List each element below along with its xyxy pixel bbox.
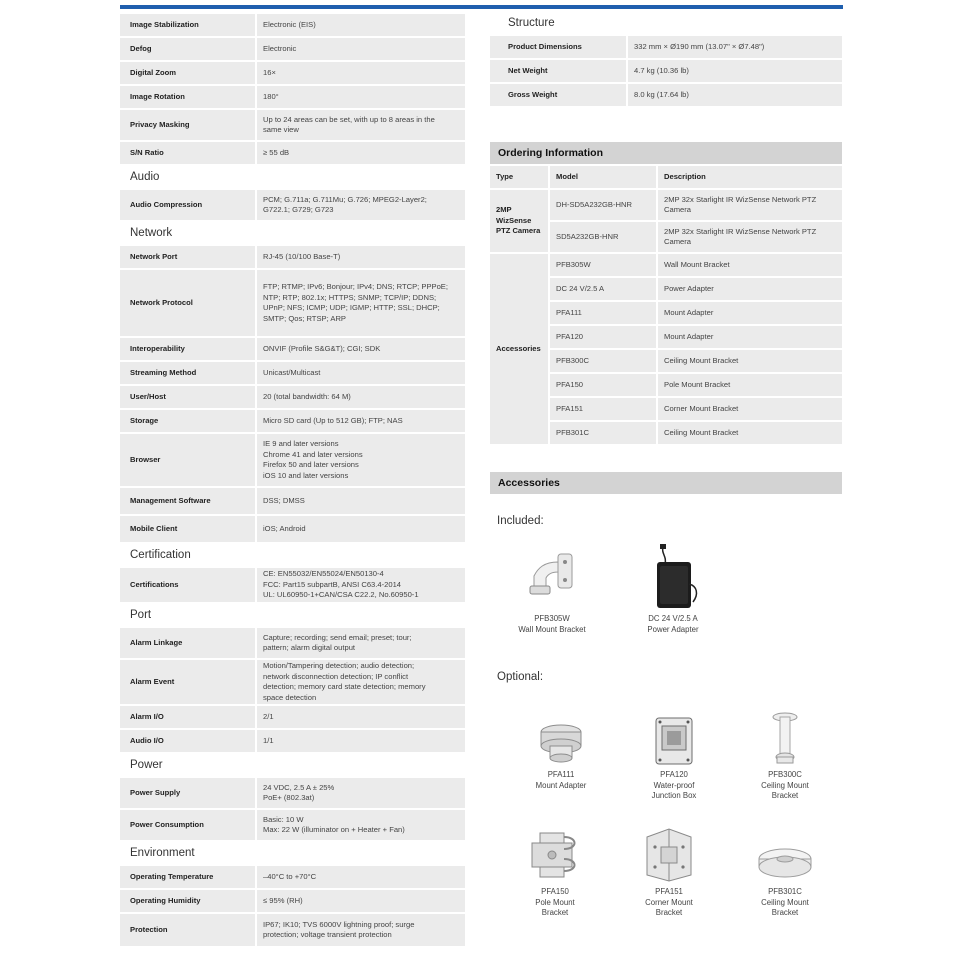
spec-value-line: protection; voltage transient protection: [263, 930, 392, 939]
accessory-caption-line: PFA111: [547, 770, 575, 779]
spec-key: Defog: [120, 38, 257, 60]
spec-key: Management Software: [120, 488, 257, 514]
spec-key: Browser: [120, 434, 257, 486]
spec-key: Operating Humidity: [120, 890, 257, 912]
section-title-accessories: Accessories: [490, 472, 842, 494]
section-title-network: Network: [130, 227, 173, 239]
spec-key: Digital Zoom: [120, 62, 257, 84]
spec-row: [120, 628, 465, 658]
spec-row: [120, 890, 465, 912]
accessory-caption: [500, 887, 610, 919]
spec-value-line: 20 (total bandwidth: 64 M): [263, 391, 351, 401]
accessory-caption-line: PFB305W: [534, 614, 570, 623]
spec-value: [257, 142, 465, 164]
spec-value-line: IE 9 and later versions: [263, 439, 339, 448]
ordering-header-cell: Description: [658, 166, 842, 188]
section-title-environment: Environment: [130, 847, 195, 859]
spec-value: [257, 810, 465, 840]
spec-value-line: Chrome 41 and later versions: [263, 449, 363, 459]
accessory-caption-line: Mount Adapter: [535, 780, 587, 790]
power-adapter-icon: [618, 540, 728, 610]
spec-value-line: 24 VDC, 2.5 A ± 25%: [263, 782, 335, 792]
accessory-caption-line: PFA120: [660, 770, 688, 779]
spec-value: [257, 516, 465, 542]
spec-value: [628, 36, 842, 58]
spec-row: [120, 410, 465, 432]
spec-value: [628, 84, 842, 106]
accessory-caption-line: Power Adapter: [647, 624, 699, 634]
spec-value-line: PoE+ (802.3at): [263, 793, 315, 802]
accessory-caption-line: PFB300C: [768, 770, 802, 779]
ordering-desc-line: 2MP 32x Starlight IR WizSense Network PTZ: [664, 226, 817, 236]
ordering-desc-cell: Corner Mount Bracket: [658, 398, 842, 420]
spec-value-line: Capture; recording; send email; preset; tour;: [263, 632, 412, 642]
spec-key: Protection: [120, 914, 257, 946]
accessory-caption-line: PFB301C: [768, 887, 802, 896]
spec-value-line: Electronic: [263, 43, 297, 53]
spec-value-line: ≥ 55 dB: [263, 147, 290, 157]
spec-row: [120, 142, 465, 164]
spec-value-line: Basic: 10 W: [263, 814, 304, 824]
spec-value: [257, 386, 465, 408]
spec-value: [257, 62, 465, 84]
spec-value: [257, 190, 465, 220]
spec-key: Image Rotation: [120, 86, 257, 108]
accessory-item-optional-5: [614, 825, 724, 919]
spec-value-line: UPnP; NFS; ICMP; UDP; IGMP; HTTP; SSL; DHCP;: [263, 303, 440, 312]
wall-mount-bracket-icon: [497, 540, 607, 610]
spec-table-port: [120, 626, 465, 754]
spec-row: [490, 84, 842, 106]
spec-value-line: FTP; RTMP; IPv6; Bonjour; IPv4; DNS; RTCP; PPPoE;: [263, 282, 448, 291]
spec-value-line: Firefox 50 and later versions: [263, 460, 359, 469]
spec-value-line: NTP; RTP; 802.1x; HTTPS; SNMP; TCP/IP; DDNS;: [263, 292, 437, 302]
spec-key: Audio I/O: [120, 730, 257, 752]
ordering-desc-line: 2MP 32x Starlight IR WizSense Network PTZ: [664, 194, 817, 204]
spec-row: [120, 730, 465, 752]
accessory-caption: [618, 614, 728, 635]
spec-key: Certifications: [120, 568, 257, 602]
spec-key: Audio Compression: [120, 190, 257, 220]
ordering-model-cell: PFB300C: [550, 350, 656, 372]
spec-row: [120, 434, 465, 486]
spec-value-line: same view: [263, 125, 299, 134]
ordering-desc-line: Camera: [664, 237, 692, 246]
spec-row: [120, 810, 465, 840]
spec-row: [120, 86, 465, 108]
spec-value: [257, 706, 465, 728]
pole-mount-bracket-icon: [500, 825, 610, 883]
spec-key: Network Port: [120, 246, 257, 268]
spec-value: [257, 434, 465, 486]
ordering-type-line: 2MP: [496, 205, 512, 215]
spec-row: [120, 568, 465, 602]
accessory-caption-line: Ceiling Mount: [761, 780, 809, 790]
ordering-type-cell: Accessories: [490, 254, 548, 444]
optional-label: Optional:: [497, 671, 544, 683]
spec-value-line: Micro SD card (Up to 512 GB); FTP; NAS: [263, 415, 403, 425]
accessory-item-optional-6: [730, 825, 840, 919]
spec-value-line: 332 mm × Ø190 mm (13.07" × Ø7.48"): [634, 41, 765, 51]
spec-value-line: Max: 22 W (illuminator on + Heater + Fan): [263, 825, 405, 834]
ordering-desc-cell: Ceiling Mount Bracket: [658, 350, 842, 372]
spec-value-line: FCC: Part15 subpartB, ANSI C63.4-2014: [263, 579, 402, 589]
ordering-table: [488, 164, 844, 446]
ordering-desc-cell: Pole Mount Bracket: [658, 374, 842, 396]
ordering-desc-line: Camera: [664, 205, 692, 214]
spec-value-line: 4.7 kg (10.36 lb): [634, 65, 689, 75]
ordering-model-cell: PFA111: [550, 302, 656, 324]
accessory-caption-line: PFA151: [655, 887, 683, 896]
accessory-caption: [730, 770, 840, 802]
accessory-item-optional-4: [500, 825, 610, 919]
spec-value-line: 16×: [263, 67, 276, 77]
section-title-audio: Audio: [130, 171, 160, 183]
accessory-caption-line: Ceiling Mount: [761, 897, 809, 907]
spec-row: [120, 660, 465, 704]
spec-value: [257, 86, 465, 108]
ordering-model-cell: PFA150: [550, 374, 656, 396]
ordering-header-row: [490, 166, 842, 188]
spec-value: [257, 410, 465, 432]
spec-row: [120, 270, 465, 336]
spec-value: [257, 270, 465, 336]
accessory-caption: [619, 770, 729, 802]
spec-row: [120, 38, 465, 60]
ordering-model-cell: DH-SD5A232GB-HNR: [550, 190, 656, 220]
ordering-model-cell: PFA151: [550, 398, 656, 420]
spec-value-line: PCM; G.711a; G.711Mu; G.726; MPEG2-Layer2;: [263, 194, 427, 204]
ordering-desc-cell: Mount Adapter: [658, 326, 842, 348]
ordering-header-cell: Type: [490, 166, 548, 188]
included-label: Included:: [497, 515, 544, 527]
spec-value: [628, 60, 842, 82]
spec-key: Operating Temperature: [120, 866, 257, 888]
ordering-model-cell: DC 24 V/2.5 A: [550, 278, 656, 300]
spec-row: [120, 866, 465, 888]
accessory-caption-line: Water-proof: [653, 780, 695, 790]
spec-value-line: network disconnection detection; IP conflict: [263, 671, 409, 681]
ordering-desc-cell: [658, 222, 842, 252]
spec-value-line: ONVIF (Profile S&G&T); CGI; SDK: [263, 343, 381, 353]
spec-key: Power Supply: [120, 778, 257, 808]
spec-row: [120, 488, 465, 514]
ordering-type-line: WizSense: [496, 215, 532, 225]
spec-row: [120, 110, 465, 140]
spec-key: Alarm Event: [120, 660, 257, 704]
accessory-item-optional-1: [506, 710, 616, 791]
spec-table-network: [120, 244, 465, 544]
spec-right-column: [490, 12, 842, 494]
spec-key: Streaming Method: [120, 362, 257, 384]
spec-row: [490, 60, 842, 82]
spec-left-column: [120, 12, 465, 948]
spec-row: [120, 190, 465, 220]
ceiling-mount-bracket-icon: [730, 710, 840, 766]
spec-value: [257, 110, 465, 140]
accessory-caption-line: DC 24 V/2.5 A: [648, 614, 698, 623]
accessory-caption-line: Pole Mount: [535, 897, 575, 907]
accessory-caption-line: Junction Box: [651, 791, 697, 800]
spec-value: [257, 338, 465, 360]
ordering-model-cell: PFA120: [550, 326, 656, 348]
spec-value-line: DSS; DMSS: [263, 495, 305, 505]
ordering-model-cell: PFB305W: [550, 254, 656, 276]
spec-key: Alarm Linkage: [120, 628, 257, 658]
accessory-caption: [614, 887, 724, 919]
ordering-desc-cell: Power Adapter: [658, 278, 842, 300]
accessory-caption: [506, 770, 616, 791]
spec-value-line: RJ-45 (10/100 Base-T): [263, 251, 341, 261]
accessory-caption: [730, 887, 840, 919]
spec-value: [257, 914, 465, 946]
spec-value: [257, 890, 465, 912]
ordering-desc-cell: [658, 190, 842, 220]
section-title-power: Power: [130, 759, 163, 771]
ordering-model-cell: PFB301C: [550, 422, 656, 444]
spec-value-line: 2/1: [263, 711, 274, 721]
spec-table-environment: [120, 864, 465, 948]
ordering-desc-cell: Wall Mount Bracket: [658, 254, 842, 276]
accessory-caption: [497, 614, 607, 635]
spec-table-certification: [120, 566, 465, 604]
spec-value-line: Up to 24 areas can be set, with up to 8 areas in the: [263, 114, 435, 124]
spec-value-line: Electronic (EIS): [263, 19, 316, 29]
spec-value-line: iOS; Android: [263, 523, 306, 533]
spec-value: [257, 866, 465, 888]
spec-key: Interoperability: [120, 338, 257, 360]
spec-value: [257, 14, 465, 36]
spec-value-line: 180°: [263, 91, 279, 101]
spec-key: Network Protocol: [120, 270, 257, 336]
spec-value: [257, 362, 465, 384]
spec-value: [257, 660, 465, 704]
mount-adapter-icon: [506, 710, 616, 766]
spec-key: Power Consumption: [120, 810, 257, 840]
spec-key: Product Dimensions: [490, 36, 628, 58]
accessory-caption-line: Bracket: [541, 908, 569, 917]
accessory-caption-line: Bracket: [771, 908, 799, 917]
ordering-header-cell: Model: [550, 166, 656, 188]
spec-row: [120, 516, 465, 542]
spec-row: [120, 778, 465, 808]
spec-key: S/N Ratio: [120, 142, 257, 164]
spec-key: Gross Weight: [490, 84, 628, 106]
ordering-row: [490, 254, 842, 276]
accessory-caption-line: Wall Mount Bracket: [518, 624, 586, 634]
spec-value-line: IP67; IK10; TVS 6000V lightning proof; surge: [263, 919, 415, 929]
spec-value-line: Motion/Tampering detection; audio detection;: [263, 661, 415, 670]
corner-mount-bracket-icon: [614, 825, 724, 883]
section-title-ordering: Ordering Information: [490, 142, 842, 164]
spec-row: [120, 362, 465, 384]
spec-value-line: CE: EN55032/EN55024/EN50130-4: [263, 569, 384, 579]
spec-value-line: iOS 10 and later versions: [263, 470, 349, 480]
top-accent-bar: [120, 5, 843, 9]
spec-row: [120, 386, 465, 408]
spec-table-power: [120, 776, 465, 842]
spec-value-line: UL: UL60950-1+CAN/CSA C22.2, No.60950-1: [263, 590, 419, 600]
spec-value: [257, 778, 465, 808]
ordering-model-cell: SD5A232GB-HNR: [550, 222, 656, 252]
spec-key: Privacy Masking: [120, 110, 257, 140]
section-title-port: Port: [130, 609, 152, 621]
spec-key: Image Stabilization: [120, 14, 257, 36]
accessory-item-included-2: [618, 540, 728, 635]
accessory-item-included-1: [497, 540, 607, 635]
spec-value: [257, 730, 465, 752]
ordering-row: [490, 190, 842, 220]
spec-value: [257, 488, 465, 514]
accessory-caption-line: Bracket: [771, 791, 799, 800]
spec-value-line: space detection: [263, 692, 317, 702]
ordering-desc-cell: Mount Adapter: [658, 302, 842, 324]
spec-row: [120, 706, 465, 728]
spec-key: Alarm I/O: [120, 706, 257, 728]
section-title-structure: Structure: [508, 17, 555, 29]
spec-value-line: Unicast/Multicast: [263, 367, 321, 377]
spec-value: [257, 628, 465, 658]
spec-value-line: SMTP; Qos; RTSP; ARP: [263, 313, 346, 323]
spec-row: [120, 14, 465, 36]
spec-value-line: G722.1; G729; G723: [263, 205, 334, 214]
spec-value-line: 8.0 kg (17.64 lb): [634, 89, 689, 99]
spec-key: Mobile Client: [120, 516, 257, 542]
spec-value-line: –40°C to +70°C: [263, 871, 317, 881]
ceiling-mount-bracket-2-icon: [730, 825, 840, 883]
spec-value: [257, 568, 465, 602]
accessory-item-optional-2: [619, 710, 729, 802]
accessory-caption-line: Corner Mount: [645, 897, 693, 907]
spec-value: [257, 38, 465, 60]
spec-row: [120, 62, 465, 84]
spec-row: [120, 246, 465, 268]
accessory-caption-line: Bracket: [655, 908, 683, 917]
junction-box-icon: [619, 710, 729, 766]
spec-row: [120, 338, 465, 360]
section-title-certification: Certification: [130, 549, 191, 561]
spec-table-video: [120, 12, 465, 166]
spec-key: Net Weight: [490, 60, 628, 82]
spec-table-structure: [490, 34, 842, 108]
ordering-type-cell: [490, 190, 548, 252]
accessory-item-optional-3: [730, 710, 840, 802]
spec-row: [120, 914, 465, 946]
spec-value-line: 1/1: [263, 735, 274, 745]
ordering-desc-cell: Ceiling Mount Bracket: [658, 422, 842, 444]
spec-value-line: pattern; alarm digital output: [263, 643, 356, 652]
spec-value: [257, 246, 465, 268]
ordering-type-line: PTZ Camera: [496, 226, 541, 236]
spec-row: [490, 36, 842, 58]
spec-key: Storage: [120, 410, 257, 432]
spec-table-audio: [120, 188, 465, 222]
accessory-caption-line: PFA150: [541, 887, 569, 896]
spec-key: User/Host: [120, 386, 257, 408]
spec-value-line: ≤ 95% (RH): [263, 895, 303, 905]
spec-value-line: detection; memory card state detection; memory: [263, 682, 426, 691]
